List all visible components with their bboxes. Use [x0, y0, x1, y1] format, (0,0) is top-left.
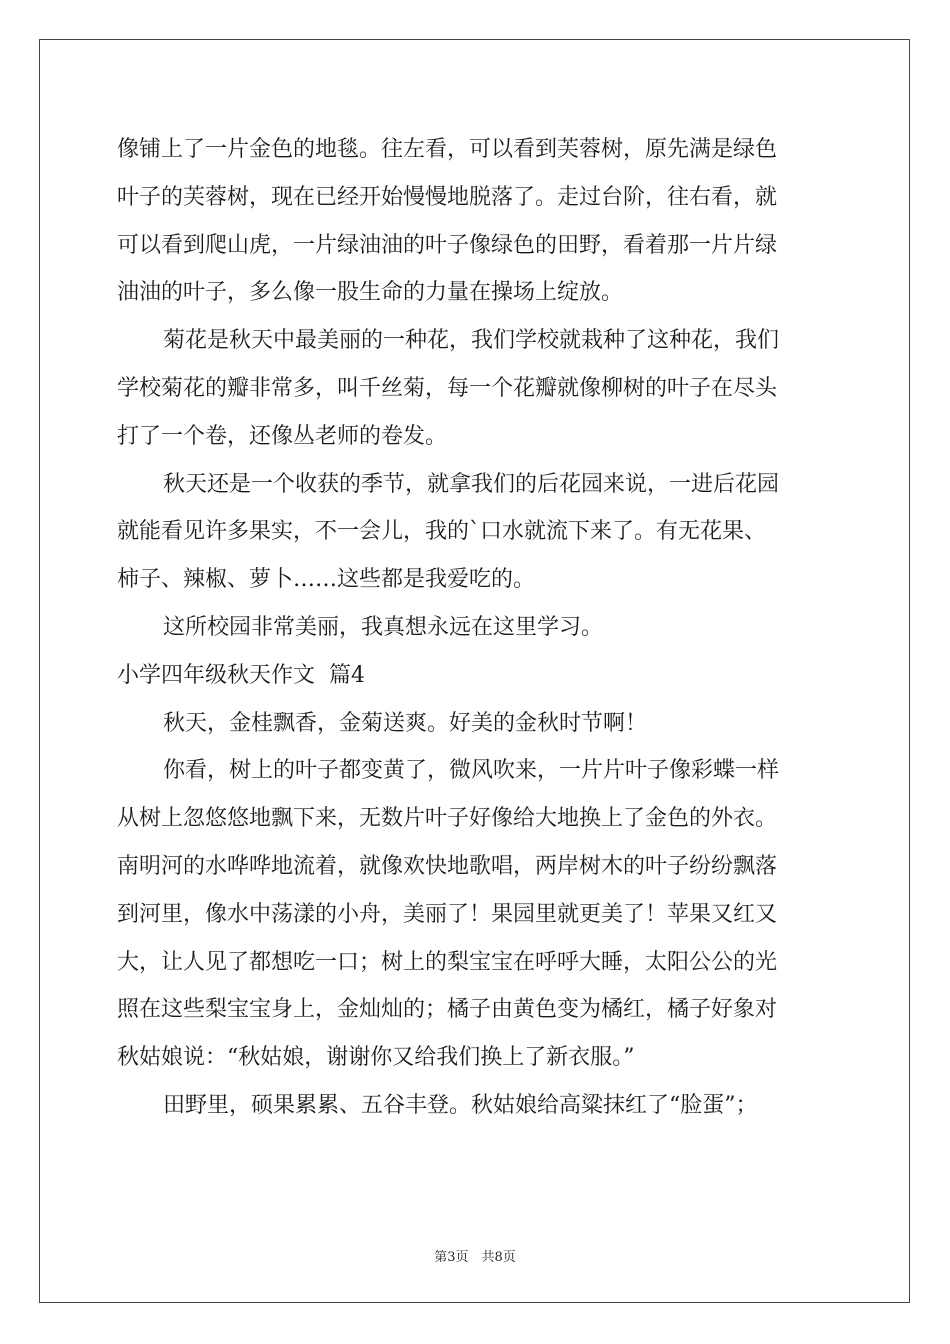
text-line: 油油的叶子，多么像一股生命的力量在操场上绽放。 — [117, 280, 624, 306]
text-line: 从树上忽悠悠地飘下来，无数片叶子好像给大地换上了金色的外衣。 — [117, 806, 778, 832]
paragraph-start: 菊花是秋天中最美丽的一种花，我们学校就栽种了这种花，我们 — [163, 328, 780, 354]
paragraph-start: 你看，树上的叶子都变黄了，微风吹来，一片片叶子像彩蝶一样 — [163, 758, 780, 784]
text-line: 叶子的芙蓉树，现在已经开始慢慢地脱落了。走过台阶，往右看，就 — [117, 184, 778, 210]
text-line: 学校菊花的瓣非常多，叫千丝菊，每一个花瓣就像柳树的叶子在尽头 — [117, 375, 778, 401]
text-line: 就能看见许多果实，不一会儿，我的`口水就流下来了。有无花果、 — [117, 519, 767, 545]
text-line: 打了一个卷，还像丛老师的卷发。 — [117, 423, 448, 449]
text-line: 到河里，像水中荡漾的小舟，美丽了！果园里就更美了！苹果又红又 — [117, 901, 778, 927]
paragraph-start: 秋天，金桂飘香，金菊送爽。好美的金秋时节啊！ — [163, 710, 648, 736]
text-line: 可以看到爬山虎，一片绿油油的叶子像绿色的田野，看着那一片片绿 — [117, 232, 778, 258]
paragraph-start: 这所校园非常美丽，我真想永远在这里学习。 — [163, 614, 604, 640]
text-line: 南明河的水哗哗地流着，就像欢快地歌唱，两岸树木的叶子纷纷飘落 — [117, 853, 778, 879]
text-line: 照在这些梨宝宝身上，金灿灿的；橘子由黄色变为橘红，橘子好象对 — [117, 997, 778, 1023]
page-number-footer: 第3页 共8页 — [434, 1250, 516, 1265]
document-body — [117, 126, 837, 1130]
text-line: 柿子、辣椒、萝卜……这些都是我爱吃的。 — [117, 567, 536, 593]
text-line: 大，让人见了都想吃一口；树上的梨宝宝在呼呼大睡，太阳公公的光 — [117, 949, 778, 975]
text-line: 秋姑娘说：“秋姑娘，谢谢你又给我们换上了新衣服。” — [117, 1045, 635, 1071]
paragraph-start: 田野里，硕果累累、五谷丰登。秋姑娘给高粱抹红了“脸蛋”； — [163, 1092, 758, 1118]
text-line: 像铺上了一片金色的地毯。往左看，可以看到芙蓉树，原先满是绿色 — [117, 137, 778, 162]
section-heading: 小学四年级秋天作文 篇4 — [117, 662, 365, 688]
paragraph-start: 秋天还是一个收获的季节，就拿我们的后花园来说，一进后花园 — [163, 471, 780, 497]
